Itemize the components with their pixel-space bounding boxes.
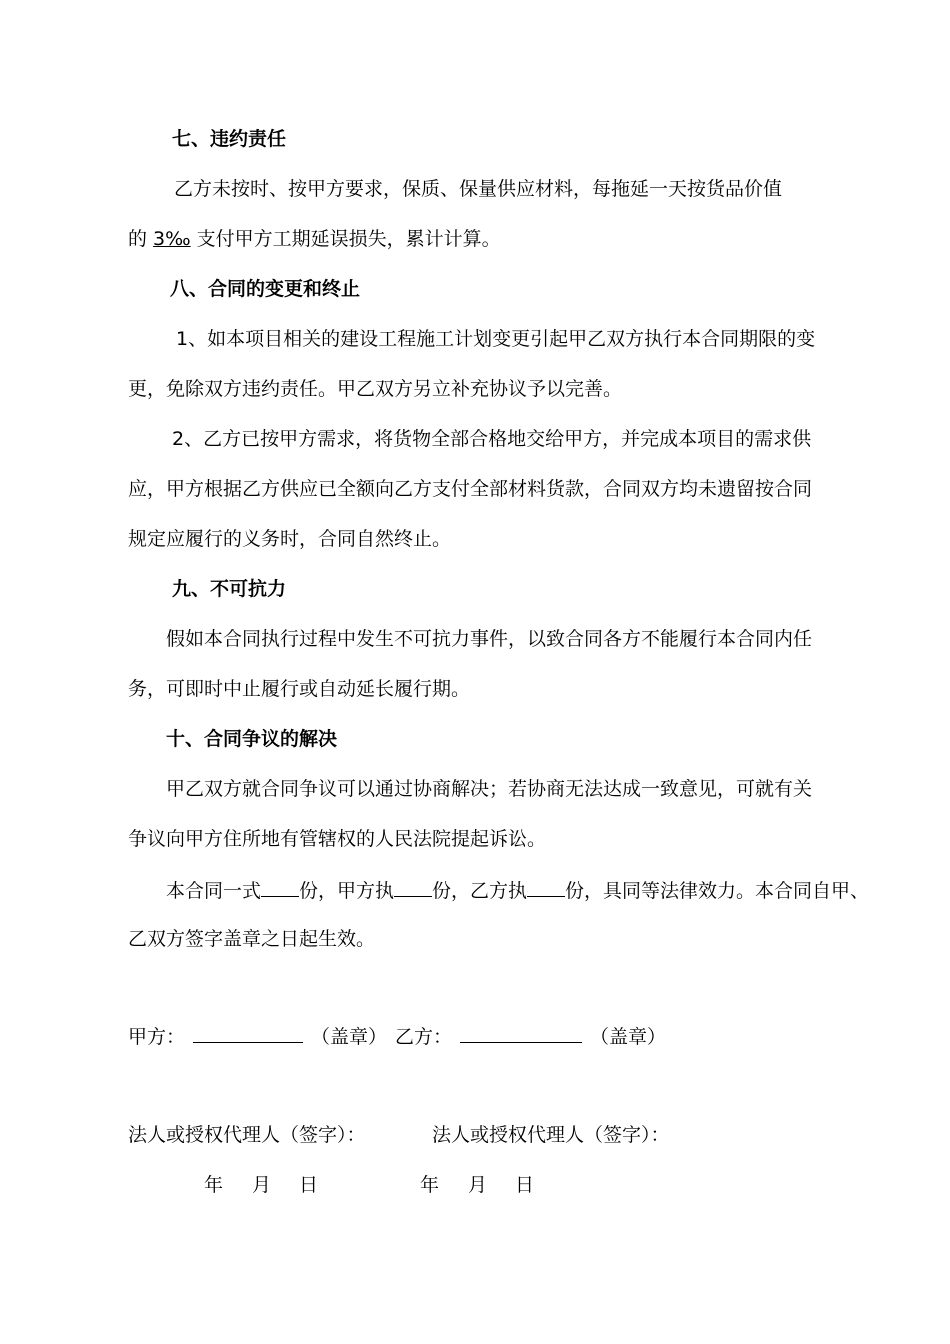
text: 支付甲方工期延误损失，累计计算。 (190, 228, 501, 250)
party-b-date-month: 月 (468, 1174, 488, 1196)
section-8-item-2-line-3: 规定应履行的义务时，合同自然终止。 (128, 528, 452, 550)
copies-party-a-blank[interactable] (394, 876, 432, 897)
copies-clause-line-1 (166, 876, 950, 904)
party-a-stamp: （盖章） (311, 1026, 388, 1048)
copies-party-b-blank[interactable] (527, 876, 565, 897)
party-a-name-field[interactable] (193, 1022, 303, 1043)
text: 份，乙方执 (432, 880, 528, 902)
party-b-label: 乙方： (395, 1026, 453, 1048)
section-8-item-2-line-1: 2、乙方已按甲方需求，将货物全部合格地交给甲方，并完成本项目的需求供 (172, 428, 812, 450)
party-b-representative-label: 法人或授权代理人（签字）： (432, 1124, 670, 1146)
section-9-heading: 九、不可抗力 (172, 578, 287, 600)
party-a-representative-label: 法人或授权代理人（签字）： (128, 1124, 366, 1146)
party-a-date-year: 年 (204, 1174, 224, 1196)
section-8-heading: 八、合同的变更和终止 (170, 278, 361, 300)
party-b-date-day: 日 (515, 1174, 535, 1196)
party-a-date-day: 日 (299, 1174, 319, 1196)
section-8-item-2-line-2: 应，甲方根据乙方供应已全额向乙方支付全部材料货款，合同双方均未遗留按合同 (128, 478, 813, 500)
copies-clause-line-2: 乙双方签字盖章之日起生效。 (128, 928, 376, 950)
text: 的 (128, 228, 154, 250)
copies-total-blank[interactable] (261, 876, 299, 897)
section-9-line-2: 务，可即时中止履行或自动延长履行期。 (128, 678, 471, 700)
party-b-date-year: 年 (420, 1174, 440, 1196)
party-signature-line (128, 1022, 950, 1050)
text: 本合同一式 (166, 880, 262, 902)
party-b-name-field[interactable] (460, 1022, 582, 1043)
penalty-rate: 3‰ (153, 228, 191, 250)
text: 份，甲方执 (299, 880, 395, 902)
text: 份，具同等法律效力。本合同自甲、 (565, 880, 870, 902)
section-8-item-1-line-1: 1、如本项目相关的建设工程施工计划变更引起甲乙双方执行本合同期限的变 (176, 328, 816, 350)
section-7-paragraph-line-2 (128, 226, 950, 252)
section-10-line-2: 争议向甲方住所地有管辖权的人民法院提起诉讼。 (128, 828, 547, 850)
section-10-heading: 十、合同争议的解决 (166, 728, 338, 750)
section-8-item-1-line-2: 更，免除双方违约责任。甲乙双方另立补充协议予以完善。 (128, 378, 623, 400)
section-7-heading: 七、违约责任 (172, 128, 287, 150)
section-7-paragraph-line-1: 乙方未按时、按甲方要求，保质、保量供应材料，每拖延一天按货品价值 (174, 178, 783, 200)
party-b-stamp: （盖章） (590, 1026, 667, 1048)
section-10-line-1: 甲乙双方就合同争议可以通过协商解决；若协商无法达成一致意见，可就有关 (166, 778, 813, 800)
party-a-date-month: 月 (252, 1174, 272, 1196)
section-9-line-1: 假如本合同执行过程中发生不可抗力事件，以致合同各方不能履行本合同内任 (166, 628, 813, 650)
party-a-label: 甲方： (128, 1026, 186, 1048)
